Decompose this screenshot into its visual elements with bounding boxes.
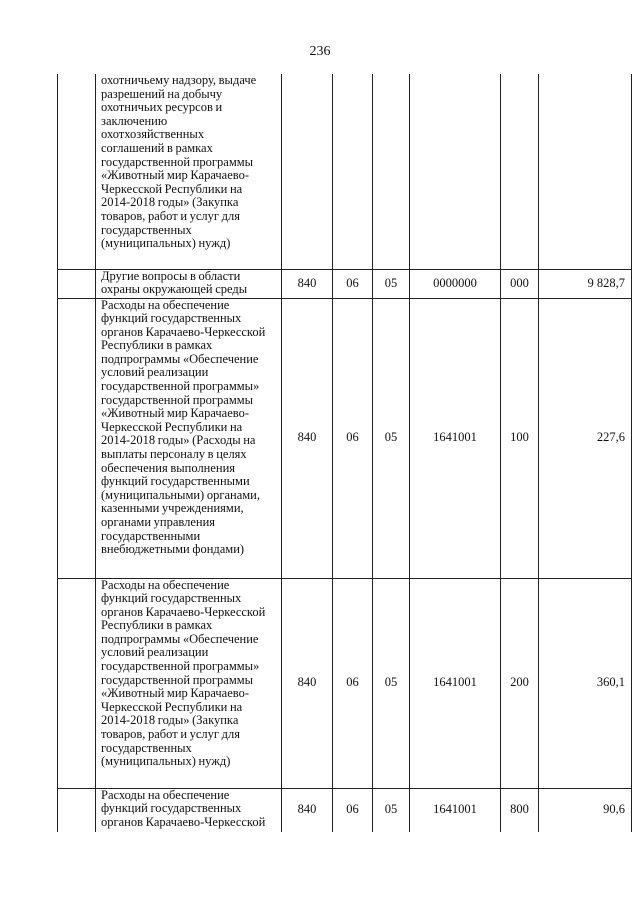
description-line: внебюджетными фондами) — [101, 542, 245, 557]
description-line: 2014-2018 годы» (Закупка — [101, 195, 239, 210]
amount-value: 9 828,7 — [539, 269, 632, 298]
description-line: обеспечения выполнения — [101, 460, 236, 475]
description-line: охотничьему надзору, выдаче — [101, 73, 257, 87]
description-line: казенными учреждениями, — [101, 501, 244, 516]
description-line: условий реализации — [101, 365, 209, 380]
expense-type-code: 100 — [501, 298, 539, 578]
description-line: Черкесской Республики на — [101, 419, 243, 434]
description-line: органов Карачаево-Черкесской — [101, 604, 266, 619]
description-line: заключению — [101, 113, 168, 128]
amount-value: 360,1 — [539, 578, 632, 788]
description-line: органами управления — [101, 515, 216, 529]
description-line: соглашений в рамках — [101, 140, 213, 155]
description-line: (муниципальных) нужд) — [101, 236, 231, 251]
description-line: органов Карачаево-Черкесской — [101, 814, 266, 829]
description-line: товаров, работ и услуг для — [101, 727, 241, 742]
description-line: «Животный мир Карачаево- — [101, 168, 250, 183]
description-line: «Животный мир Карачаево- — [101, 406, 250, 421]
amount-value: 227,6 — [539, 298, 632, 578]
description-line: функций государственных — [101, 311, 242, 326]
expense-type-code: 000 — [501, 269, 539, 298]
section-code: 06 — [333, 269, 373, 298]
row-index-cell — [58, 788, 96, 832]
description-line: государственных — [101, 740, 192, 755]
description-line: государственной программы — [101, 672, 254, 687]
row-index-cell — [58, 578, 96, 788]
amount-value: 90,6 — [539, 788, 632, 832]
budget-table — [57, 74, 632, 832]
description-line: государственной программы — [101, 154, 254, 169]
row-description — [96, 578, 282, 788]
row-index-cell — [58, 298, 96, 578]
description-line: Расходы на обеспечение — [101, 577, 230, 592]
row-description — [96, 269, 282, 298]
description-line: государственными — [101, 528, 201, 543]
description-line: «Животный мир Карачаево- — [101, 686, 250, 701]
description-line: Республики в рамках — [101, 618, 213, 633]
section-code: 06 — [333, 298, 373, 578]
description-line: государственных — [101, 222, 192, 237]
description-line: Расходы на обеспечение — [101, 787, 230, 802]
description-line: Другие вопросы в области — [101, 268, 241, 283]
table-row — [58, 74, 632, 269]
subsection-code: 05 — [373, 269, 410, 298]
description-line: функций государственных — [101, 591, 242, 606]
row-description — [96, 788, 282, 832]
description-line: Черкесской Республики на — [101, 181, 243, 196]
expense-type-code — [501, 74, 539, 269]
amount-value — [539, 74, 632, 269]
description-line: 2014-2018 годы» (Закупка — [101, 713, 239, 728]
description-line: (муниципальными) органами, — [101, 487, 260, 502]
subsection-code — [373, 74, 410, 269]
table-row — [58, 578, 632, 788]
row-description — [96, 298, 282, 578]
section-code — [333, 74, 373, 269]
description-line: органов Карачаево-Черкесской — [101, 324, 266, 339]
description-line: государственной программы» — [101, 379, 260, 394]
description-line: условий реализации — [101, 645, 209, 660]
table-row — [58, 298, 632, 578]
table-row — [58, 788, 632, 832]
table-row — [58, 269, 632, 298]
description-line: охотхозяйственных — [101, 127, 205, 142]
description-line: охраны окружающей среды — [101, 282, 248, 297]
description-line: (муниципальных) нужд) — [101, 754, 231, 769]
target-item-code: 0000000 — [410, 269, 501, 298]
description-line: функций государственных — [101, 801, 242, 816]
subsection-code: 05 — [373, 788, 410, 832]
description-line: Черкесской Республики на — [101, 699, 243, 714]
target-item-code — [410, 74, 501, 269]
description-line: подпрограммы «Обеспечение — [101, 631, 259, 646]
target-item-code: 1641001 — [410, 578, 501, 788]
row-description — [96, 74, 282, 269]
description-line: государственной программы» — [101, 659, 260, 674]
row-index-cell — [58, 74, 96, 269]
description-line: подпрограммы «Обеспечение — [101, 351, 259, 366]
description-line: Республики в рамках — [101, 338, 213, 353]
description-line: разрешений на добычу — [101, 86, 223, 101]
subsection-code: 05 — [373, 298, 410, 578]
row-index-cell — [58, 269, 96, 298]
description-line: выплаты персоналу в целях — [101, 447, 247, 462]
ministry-code — [282, 74, 333, 269]
description-line: охотничьих ресурсов и — [101, 100, 223, 115]
section-code: 06 — [333, 788, 373, 832]
target-item-code: 1641001 — [410, 788, 501, 832]
page-number: 236 — [309, 44, 331, 59]
description-line: товаров, работ и услуг для — [101, 208, 241, 223]
expense-type-code: 200 — [501, 578, 539, 788]
ministry-code: 840 — [282, 788, 333, 832]
ministry-code: 840 — [282, 269, 333, 298]
ministry-code: 840 — [282, 578, 333, 788]
subsection-code: 05 — [373, 578, 410, 788]
description-line: функций государственными — [101, 474, 250, 489]
expense-type-code: 800 — [501, 788, 539, 832]
section-code: 06 — [333, 578, 373, 788]
target-item-code: 1641001 — [410, 298, 501, 578]
description-line: государственной программы — [101, 392, 254, 407]
description-line: 2014-2018 годы» (Расходы на — [101, 433, 256, 448]
description-line: Расходы на обеспечение — [101, 297, 230, 312]
ministry-code: 840 — [282, 298, 333, 578]
